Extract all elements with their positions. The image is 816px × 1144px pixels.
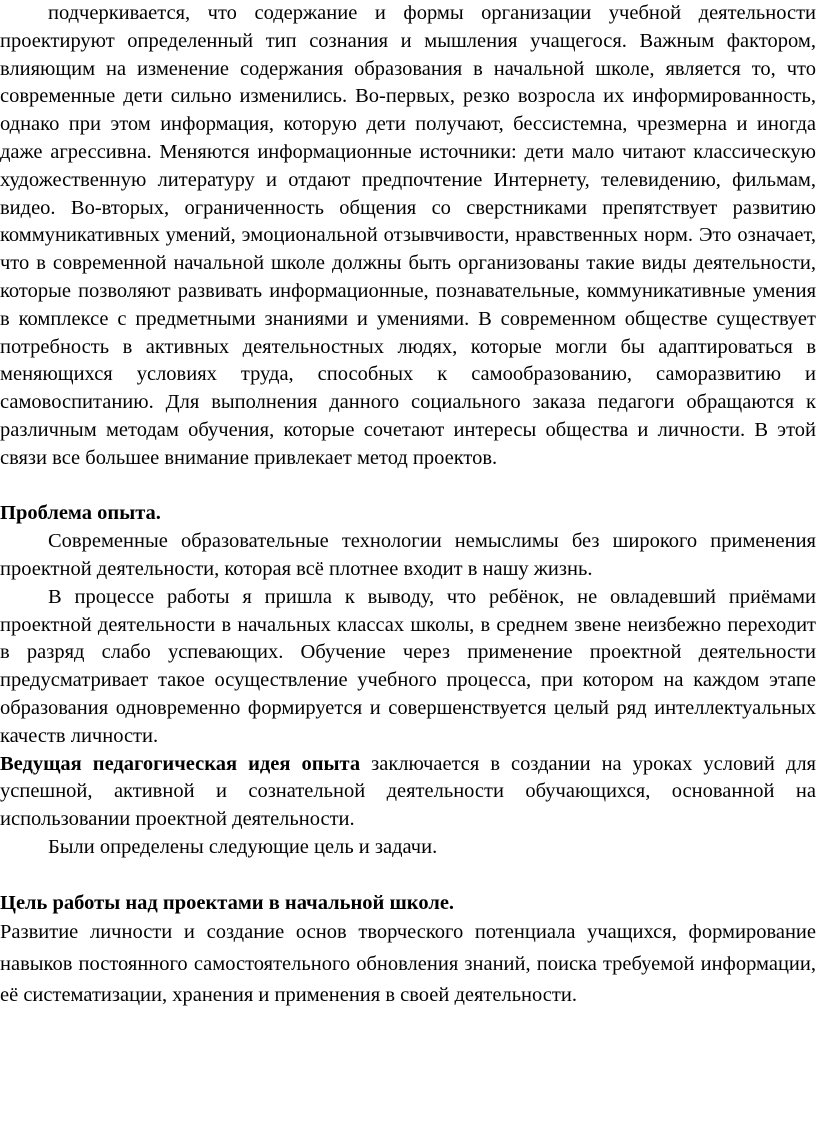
spacer [0, 473, 816, 501]
idea-paragraph [0, 751, 816, 834]
problem-heading: Проблема опыта. [0, 502, 161, 525]
intro-paragraph: подчеркивается, что содержание и формы организации учебной деятельности проектируют определенный тип сознания и мышления учащегося. Важным фактором, влияющим на изменение содержания образования в начальной школе, является то, что современные дети сильно изменились. Во-первых, резко возросла их информированность, однако при этом информация, которую дети получают, бессистемна, чрезмерна и иногда даже агрессивна. Меняются информационные источники: дети мало читают классическую художественную литературу и отдают предпочтение Интернету, телевидению, фильмам, видео. Во-вторых, ограниченность общения со сверстниками препятствует развитию коммуникативных умений, эмоциональной отзывчивости, нравственных норм. Это означает, что в современной начальной школе должны быть организованы такие виды деятельности, которые позволяют развивать информационные, познавательные, коммуникативные умения в комплексе с предметными знаниями и умениями. В современном обществе существует потребность в активных деятельностных людях, которые могли бы адаптироваться в меняющихся условиях труда, способных к самообразованию, саморазвитию и самовоспитанию. Для выполнения данного социального заказа педагоги обращаются к различным методам обучения, которые сочетают интересы общества и личности. В этой связи все большее внимание привлекает метод проектов. [0, 2, 816, 469]
goal-heading: Цель работы над проектами в начальной школе. [0, 891, 455, 914]
problem-paragraph-2: В процессе работы я пришла к выводу, что ребёнок, не овладевший приёмами проектной деятельности в начальных классах школы, в среднем звене неизбежно переходит в разряд слабо успевающих. Обучение через применение проектной деятельности предусматривает такое осуществление учебного процесса, при котором на каждом этапе образования одновременно формируется и совершенствуется целый ряд интеллектуальных качеств личности. [0, 585, 816, 747]
idea-bold-label: Ведущая педагогическая идея опыта [0, 752, 361, 775]
defined-paragraph: Были определены следующие цель и задачи. [48, 835, 438, 858]
goal-paragraph: Развитие личности и создание основ творческого потенциала учащихся, формирование навыков постоянного самостоятельного обновления знаний, поиска требуемой информации, её систематизации, хранения и применения в своей деятельности. [0, 921, 816, 1007]
problem-paragraph-1: Современные образовательные технологии немыслимы без широкого применения проектной деятельности, которая всё плотнее входит в нашу жизнь. [0, 530, 816, 580]
spacer [0, 862, 816, 890]
idea-text: заключается в создании на уроках условий для успешной, активной и сознательной деятельности обучающихся, основанной на использовании проектной деятельности. [0, 752, 816, 831]
